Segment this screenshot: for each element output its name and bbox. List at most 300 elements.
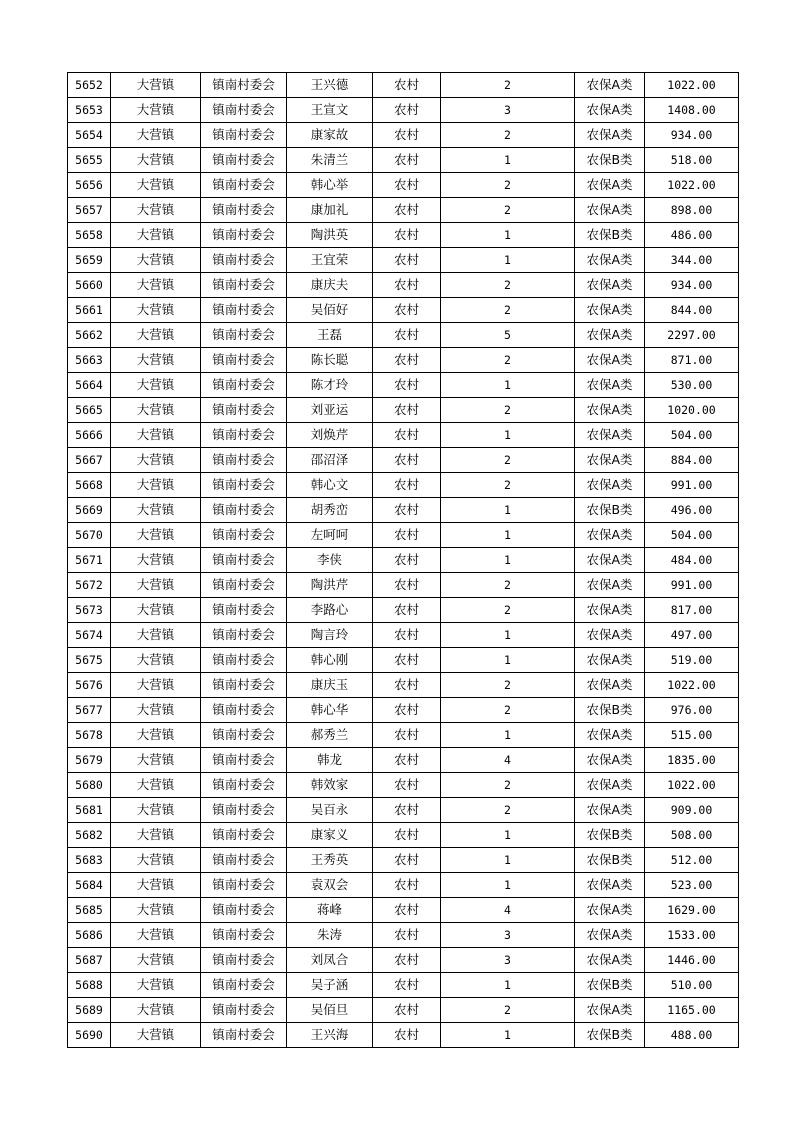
name-cell: 朱涛	[287, 923, 373, 948]
town-cell: 大营镇	[111, 573, 201, 598]
table-row	[68, 348, 739, 373]
name-cell: 王兴德	[287, 73, 373, 98]
row-number-cell: 5657	[68, 198, 111, 223]
village-committee-cell: 镇南村委会	[201, 273, 287, 298]
insurance-class-cell: 农保A类	[575, 998, 645, 1023]
insurance-class-cell: 农保A类	[575, 948, 645, 973]
row-number-cell: 5670	[68, 523, 111, 548]
household-size-cell: 4	[441, 898, 575, 923]
table-row	[68, 698, 739, 723]
village-committee-cell: 镇南村委会	[201, 373, 287, 398]
household-size-cell: 1	[441, 873, 575, 898]
name-cell: 韩心举	[287, 173, 373, 198]
insurance-class-cell: 农保A类	[575, 523, 645, 548]
amount-cell: 898.00	[645, 198, 739, 223]
village-committee-cell: 镇南村委会	[201, 423, 287, 448]
table-row	[68, 398, 739, 423]
row-number-cell: 5662	[68, 323, 111, 348]
village-committee-cell: 镇南村委会	[201, 798, 287, 823]
insurance-class-cell: 农保A类	[575, 123, 645, 148]
table-row	[68, 873, 739, 898]
household-size-cell: 2	[441, 598, 575, 623]
row-number-cell: 5683	[68, 848, 111, 873]
row-number-cell: 5653	[68, 98, 111, 123]
row-number-cell: 5689	[68, 998, 111, 1023]
household-size-cell: 2	[441, 998, 575, 1023]
village-committee-cell: 镇南村委会	[201, 548, 287, 573]
amount-cell: 934.00	[645, 123, 739, 148]
name-cell: 康庆玉	[287, 673, 373, 698]
village-committee-cell: 镇南村委会	[201, 498, 287, 523]
name-cell: 朱清兰	[287, 148, 373, 173]
area-type-cell: 农村	[373, 548, 441, 573]
area-type-cell: 农村	[373, 723, 441, 748]
household-size-cell: 3	[441, 923, 575, 948]
name-cell: 韩效家	[287, 773, 373, 798]
village-committee-cell: 镇南村委会	[201, 848, 287, 873]
name-cell: 康家故	[287, 123, 373, 148]
village-committee-cell: 镇南村委会	[201, 1023, 287, 1048]
insurance-class-cell: 农保A类	[575, 548, 645, 573]
row-number-cell: 5677	[68, 698, 111, 723]
town-cell: 大营镇	[111, 1023, 201, 1048]
name-cell: 陶言玲	[287, 623, 373, 648]
table-row	[68, 98, 739, 123]
amount-cell: 508.00	[645, 823, 739, 848]
village-committee-cell: 镇南村委会	[201, 398, 287, 423]
amount-cell: 2297.00	[645, 323, 739, 348]
table-row	[68, 223, 739, 248]
insurance-class-cell: 农保B类	[575, 698, 645, 723]
amount-cell: 496.00	[645, 498, 739, 523]
name-cell: 吴子涵	[287, 973, 373, 998]
name-cell: 韩龙	[287, 748, 373, 773]
insurance-class-cell: 农保B类	[575, 498, 645, 523]
name-cell: 陈长聪	[287, 348, 373, 373]
row-number-cell: 5660	[68, 273, 111, 298]
area-type-cell: 农村	[373, 298, 441, 323]
name-cell: 陈才玲	[287, 373, 373, 398]
table-row	[68, 823, 739, 848]
town-cell: 大营镇	[111, 598, 201, 623]
household-size-cell: 3	[441, 98, 575, 123]
row-number-cell: 5675	[68, 648, 111, 673]
insurance-class-cell: 农保A类	[575, 573, 645, 598]
name-cell: 李路心	[287, 598, 373, 623]
table-row	[68, 748, 739, 773]
amount-cell: 909.00	[645, 798, 739, 823]
table-row	[68, 723, 739, 748]
town-cell: 大营镇	[111, 423, 201, 448]
town-cell: 大营镇	[111, 448, 201, 473]
amount-cell: 523.00	[645, 873, 739, 898]
village-committee-cell: 镇南村委会	[201, 523, 287, 548]
household-size-cell: 1	[441, 223, 575, 248]
area-type-cell: 农村	[373, 948, 441, 973]
town-cell: 大营镇	[111, 648, 201, 673]
area-type-cell: 农村	[373, 848, 441, 873]
area-type-cell: 农村	[373, 898, 441, 923]
town-cell: 大营镇	[111, 223, 201, 248]
village-committee-cell: 镇南村委会	[201, 123, 287, 148]
area-type-cell: 农村	[373, 623, 441, 648]
village-committee-cell: 镇南村委会	[201, 198, 287, 223]
name-cell: 袁双会	[287, 873, 373, 898]
insurance-class-cell: 农保A类	[575, 623, 645, 648]
amount-cell: 512.00	[645, 848, 739, 873]
town-cell: 大营镇	[111, 173, 201, 198]
household-size-cell: 5	[441, 323, 575, 348]
table-row	[68, 373, 739, 398]
amount-cell: 510.00	[645, 973, 739, 998]
name-cell: 康家义	[287, 823, 373, 848]
town-cell: 大营镇	[111, 623, 201, 648]
area-type-cell: 农村	[373, 923, 441, 948]
table-row	[68, 448, 739, 473]
amount-cell: 871.00	[645, 348, 739, 373]
village-committee-cell: 镇南村委会	[201, 573, 287, 598]
insurance-class-cell: 农保A类	[575, 448, 645, 473]
town-cell: 大营镇	[111, 948, 201, 973]
amount-cell: 518.00	[645, 148, 739, 173]
household-size-cell: 1	[441, 523, 575, 548]
household-size-cell: 1	[441, 548, 575, 573]
household-size-cell: 1	[441, 823, 575, 848]
amount-cell: 817.00	[645, 598, 739, 623]
town-cell: 大营镇	[111, 798, 201, 823]
household-size-cell: 1	[441, 148, 575, 173]
name-cell: 陶洪英	[287, 223, 373, 248]
insurance-class-cell: 农保A类	[575, 73, 645, 98]
row-number-cell: 5680	[68, 773, 111, 798]
household-size-cell: 1	[441, 848, 575, 873]
household-size-cell: 2	[441, 798, 575, 823]
village-committee-cell: 镇南村委会	[201, 148, 287, 173]
table-row	[68, 798, 739, 823]
insurance-class-cell: 农保A类	[575, 373, 645, 398]
town-cell: 大营镇	[111, 773, 201, 798]
amount-cell: 1022.00	[645, 673, 739, 698]
row-number-cell: 5679	[68, 748, 111, 773]
village-committee-cell: 镇南村委会	[201, 173, 287, 198]
household-size-cell: 1	[441, 1023, 575, 1048]
insurance-class-cell: 农保A类	[575, 323, 645, 348]
village-committee-cell: 镇南村委会	[201, 473, 287, 498]
town-cell: 大营镇	[111, 398, 201, 423]
name-cell: 郝秀兰	[287, 723, 373, 748]
table-row	[68, 973, 739, 998]
village-committee-cell: 镇南村委会	[201, 698, 287, 723]
row-number-cell: 5688	[68, 973, 111, 998]
town-cell: 大营镇	[111, 373, 201, 398]
amount-cell: 884.00	[645, 448, 739, 473]
village-committee-cell: 镇南村委会	[201, 723, 287, 748]
household-size-cell: 1	[441, 723, 575, 748]
village-committee-cell: 镇南村委会	[201, 248, 287, 273]
amount-cell: 484.00	[645, 548, 739, 573]
town-cell: 大营镇	[111, 673, 201, 698]
household-size-cell: 2	[441, 448, 575, 473]
row-number-cell: 5672	[68, 573, 111, 598]
insurance-class-cell: 农保B类	[575, 848, 645, 873]
household-size-cell: 1	[441, 648, 575, 673]
table-row	[68, 648, 739, 673]
village-committee-cell: 镇南村委会	[201, 673, 287, 698]
row-number-cell: 5682	[68, 823, 111, 848]
insurance-class-cell: 农保A类	[575, 198, 645, 223]
town-cell: 大营镇	[111, 973, 201, 998]
village-committee-cell: 镇南村委会	[201, 598, 287, 623]
table-row	[68, 673, 739, 698]
town-cell: 大营镇	[111, 723, 201, 748]
name-cell: 王宜荣	[287, 248, 373, 273]
area-type-cell: 农村	[373, 398, 441, 423]
table-row	[68, 998, 739, 1023]
row-number-cell: 5654	[68, 123, 111, 148]
row-number-cell: 5667	[68, 448, 111, 473]
area-type-cell: 农村	[373, 73, 441, 98]
insurance-class-cell: 农保A类	[575, 798, 645, 823]
row-number-cell: 5690	[68, 1023, 111, 1048]
village-committee-cell: 镇南村委会	[201, 223, 287, 248]
area-type-cell: 农村	[373, 648, 441, 673]
name-cell: 吴佰旦	[287, 998, 373, 1023]
town-cell: 大营镇	[111, 848, 201, 873]
area-type-cell: 农村	[373, 798, 441, 823]
table-row	[68, 898, 739, 923]
row-number-cell: 5659	[68, 248, 111, 273]
insurance-class-cell: 农保A类	[575, 598, 645, 623]
insurance-class-cell: 农保A类	[575, 898, 645, 923]
amount-cell: 515.00	[645, 723, 739, 748]
area-type-cell: 农村	[373, 473, 441, 498]
area-type-cell: 农村	[373, 173, 441, 198]
area-type-cell: 农村	[373, 223, 441, 248]
town-cell: 大营镇	[111, 548, 201, 573]
town-cell: 大营镇	[111, 98, 201, 123]
table-row	[68, 1023, 739, 1048]
insurance-class-cell: 农保B类	[575, 223, 645, 248]
town-cell: 大营镇	[111, 998, 201, 1023]
town-cell: 大营镇	[111, 523, 201, 548]
insurance-class-cell: 农保A类	[575, 773, 645, 798]
amount-cell: 1022.00	[645, 73, 739, 98]
village-committee-cell: 镇南村委会	[201, 348, 287, 373]
name-cell: 蒋峰	[287, 898, 373, 923]
household-size-cell: 2	[441, 173, 575, 198]
table-body	[68, 73, 739, 1048]
name-cell: 康庆夫	[287, 273, 373, 298]
table-row	[68, 598, 739, 623]
area-type-cell: 农村	[373, 248, 441, 273]
name-cell: 王磊	[287, 323, 373, 348]
insurance-class-cell: 农保A类	[575, 348, 645, 373]
row-number-cell: 5664	[68, 373, 111, 398]
town-cell: 大营镇	[111, 198, 201, 223]
table-row	[68, 773, 739, 798]
row-number-cell: 5656	[68, 173, 111, 198]
table-row	[68, 473, 739, 498]
amount-cell: 1165.00	[645, 998, 739, 1023]
area-type-cell: 农村	[373, 523, 441, 548]
insurance-class-cell: 农保A类	[575, 473, 645, 498]
name-cell: 王秀英	[287, 848, 373, 873]
household-size-cell: 2	[441, 673, 575, 698]
row-number-cell: 5676	[68, 673, 111, 698]
household-size-cell: 2	[441, 473, 575, 498]
area-type-cell: 农村	[373, 598, 441, 623]
village-committee-cell: 镇南村委会	[201, 973, 287, 998]
town-cell: 大营镇	[111, 123, 201, 148]
town-cell: 大营镇	[111, 348, 201, 373]
row-number-cell: 5669	[68, 498, 111, 523]
household-size-cell: 2	[441, 198, 575, 223]
table-row	[68, 173, 739, 198]
amount-cell: 1533.00	[645, 923, 739, 948]
row-number-cell: 5658	[68, 223, 111, 248]
table-row	[68, 273, 739, 298]
area-type-cell: 农村	[373, 373, 441, 398]
area-type-cell: 农村	[373, 673, 441, 698]
village-committee-cell: 镇南村委会	[201, 73, 287, 98]
village-committee-cell: 镇南村委会	[201, 948, 287, 973]
table-row	[68, 423, 739, 448]
village-committee-cell: 镇南村委会	[201, 898, 287, 923]
insurance-class-cell: 农保A类	[575, 648, 645, 673]
amount-cell: 530.00	[645, 373, 739, 398]
row-number-cell: 5681	[68, 798, 111, 823]
name-cell: 王兴海	[287, 1023, 373, 1048]
area-type-cell: 农村	[373, 823, 441, 848]
household-size-cell: 3	[441, 948, 575, 973]
village-committee-cell: 镇南村委会	[201, 773, 287, 798]
amount-cell: 1629.00	[645, 898, 739, 923]
row-number-cell: 5652	[68, 73, 111, 98]
table-row	[68, 298, 739, 323]
amount-cell: 1408.00	[645, 98, 739, 123]
amount-cell: 488.00	[645, 1023, 739, 1048]
amount-cell: 991.00	[645, 573, 739, 598]
area-type-cell: 农村	[373, 1023, 441, 1048]
amount-cell: 486.00	[645, 223, 739, 248]
amount-cell: 504.00	[645, 523, 739, 548]
subsidy-table	[67, 72, 739, 1048]
area-type-cell: 农村	[373, 273, 441, 298]
name-cell: 刘亚运	[287, 398, 373, 423]
name-cell: 邵沼泽	[287, 448, 373, 473]
name-cell: 李侠	[287, 548, 373, 573]
village-committee-cell: 镇南村委会	[201, 623, 287, 648]
village-committee-cell: 镇南村委会	[201, 448, 287, 473]
village-committee-cell: 镇南村委会	[201, 823, 287, 848]
name-cell: 刘凤合	[287, 948, 373, 973]
insurance-class-cell: 农保A类	[575, 873, 645, 898]
amount-cell: 1835.00	[645, 748, 739, 773]
insurance-class-cell: 农保A类	[575, 98, 645, 123]
area-type-cell: 农村	[373, 148, 441, 173]
town-cell: 大营镇	[111, 823, 201, 848]
table-row	[68, 198, 739, 223]
insurance-class-cell: 农保B类	[575, 148, 645, 173]
row-number-cell: 5674	[68, 623, 111, 648]
household-size-cell: 1	[441, 973, 575, 998]
row-number-cell: 5685	[68, 898, 111, 923]
household-size-cell: 2	[441, 698, 575, 723]
insurance-class-cell: 农保A类	[575, 298, 645, 323]
town-cell: 大营镇	[111, 298, 201, 323]
household-size-cell: 2	[441, 573, 575, 598]
name-cell: 刘焕芹	[287, 423, 373, 448]
table-row	[68, 573, 739, 598]
household-size-cell: 2	[441, 273, 575, 298]
table-row	[68, 123, 739, 148]
household-size-cell: 2	[441, 298, 575, 323]
household-size-cell: 1	[441, 423, 575, 448]
amount-cell: 976.00	[645, 698, 739, 723]
town-cell: 大营镇	[111, 73, 201, 98]
area-type-cell: 农村	[373, 348, 441, 373]
name-cell: 韩心刚	[287, 648, 373, 673]
amount-cell: 519.00	[645, 648, 739, 673]
insurance-class-cell: 农保A类	[575, 173, 645, 198]
row-number-cell: 5663	[68, 348, 111, 373]
insurance-class-cell: 农保B类	[575, 973, 645, 998]
village-committee-cell: 镇南村委会	[201, 873, 287, 898]
village-committee-cell: 镇南村委会	[201, 998, 287, 1023]
household-size-cell: 2	[441, 398, 575, 423]
insurance-class-cell: 农保A类	[575, 748, 645, 773]
amount-cell: 991.00	[645, 473, 739, 498]
village-committee-cell: 镇南村委会	[201, 748, 287, 773]
household-size-cell: 4	[441, 748, 575, 773]
row-number-cell: 5673	[68, 598, 111, 623]
area-type-cell: 农村	[373, 698, 441, 723]
household-size-cell: 1	[441, 498, 575, 523]
area-type-cell: 农村	[373, 198, 441, 223]
table-row	[68, 148, 739, 173]
row-number-cell: 5678	[68, 723, 111, 748]
table-row	[68, 548, 739, 573]
table-row	[68, 848, 739, 873]
table-row	[68, 923, 739, 948]
insurance-class-cell: 农保A类	[575, 423, 645, 448]
town-cell: 大营镇	[111, 748, 201, 773]
village-committee-cell: 镇南村委会	[201, 98, 287, 123]
household-size-cell: 1	[441, 248, 575, 273]
area-type-cell: 农村	[373, 873, 441, 898]
insurance-class-cell: 农保A类	[575, 673, 645, 698]
row-number-cell: 5668	[68, 473, 111, 498]
name-cell: 左呵呵	[287, 523, 373, 548]
row-number-cell: 5655	[68, 148, 111, 173]
table-row	[68, 623, 739, 648]
amount-cell: 344.00	[645, 248, 739, 273]
household-size-cell: 2	[441, 348, 575, 373]
household-size-cell: 2	[441, 123, 575, 148]
town-cell: 大营镇	[111, 473, 201, 498]
insurance-class-cell: 农保A类	[575, 923, 645, 948]
name-cell: 康加礼	[287, 198, 373, 223]
household-size-cell: 2	[441, 773, 575, 798]
area-type-cell: 农村	[373, 123, 441, 148]
name-cell: 胡秀峦	[287, 498, 373, 523]
insurance-class-cell: 农保A类	[575, 723, 645, 748]
area-type-cell: 农村	[373, 748, 441, 773]
insurance-class-cell: 农保A类	[575, 273, 645, 298]
town-cell: 大营镇	[111, 923, 201, 948]
area-type-cell: 农村	[373, 98, 441, 123]
name-cell: 吴百永	[287, 798, 373, 823]
